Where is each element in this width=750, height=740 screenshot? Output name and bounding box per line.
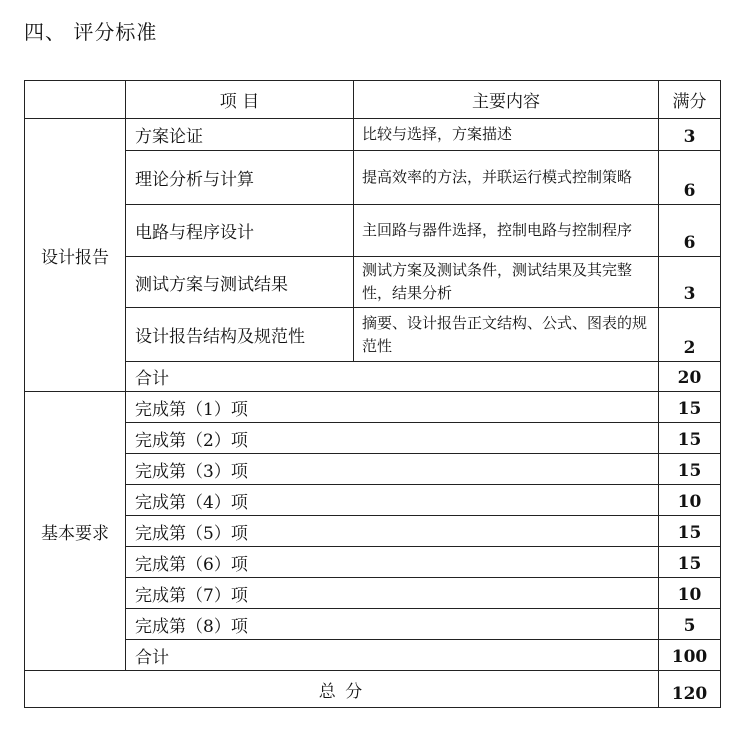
row-score: 6 (659, 205, 721, 257)
row-content: 主回路与器件选择，控制电路与控制程序 (354, 205, 659, 257)
table-row (25, 454, 721, 485)
table-row (25, 119, 721, 151)
grand-total-score: 120 (659, 671, 721, 708)
subtotal-score: 100 (659, 640, 721, 671)
category-design-report: 设计报告 (25, 119, 126, 392)
row-score: 3 (659, 119, 721, 151)
table-row (25, 578, 721, 609)
table-row (25, 392, 721, 423)
category-basic-requirements: 基本要求 (25, 392, 126, 671)
row-score: 2 (659, 308, 721, 362)
table-header-row (25, 81, 721, 119)
table-row (25, 308, 721, 362)
header-item: 项 目 (126, 81, 354, 119)
header-empty (25, 81, 126, 119)
grand-total-label: 总 分 (25, 671, 659, 708)
table-row (25, 257, 721, 308)
row-item: 完成第（3）项 (126, 454, 659, 485)
row-score: 10 (659, 578, 721, 609)
row-item: 完成第（1）项 (126, 392, 659, 423)
row-item: 完成第（8）项 (126, 609, 659, 640)
section-heading: 四、 评分标准 (24, 20, 158, 44)
row-item: 理论分析与计算 (126, 151, 354, 205)
row-item: 完成第（6）项 (126, 547, 659, 578)
row-item: 方案论证 (126, 119, 354, 151)
subtotal-label: 合计 (126, 362, 659, 392)
subtotal-row (25, 640, 721, 671)
row-content: 测试方案及测试条件，测试结果及其完整性，结果分析 (354, 257, 659, 308)
subtotal-row (25, 362, 721, 392)
row-score: 10 (659, 485, 721, 516)
row-content: 比较与选择，方案描述 (354, 119, 659, 151)
row-score: 15 (659, 423, 721, 454)
header-score: 满分 (659, 81, 721, 119)
row-score: 6 (659, 151, 721, 205)
row-item: 完成第（5）项 (126, 516, 659, 547)
row-score: 15 (659, 516, 721, 547)
row-item: 完成第（2）项 (126, 423, 659, 454)
table-row (25, 516, 721, 547)
row-score: 15 (659, 454, 721, 485)
row-score: 3 (659, 257, 721, 308)
row-score: 15 (659, 547, 721, 578)
scoring-table (24, 80, 721, 708)
table-row (25, 205, 721, 257)
subtotal-label: 合计 (126, 640, 659, 671)
table-row (25, 151, 721, 205)
row-item: 电路与程序设计 (126, 205, 354, 257)
table-row (25, 485, 721, 516)
row-score: 15 (659, 392, 721, 423)
row-item: 完成第（7）项 (126, 578, 659, 609)
row-score: 5 (659, 609, 721, 640)
row-content: 提高效率的方法，并联运行模式控制策略 (354, 151, 659, 205)
table-row (25, 423, 721, 454)
row-item: 测试方案与测试结果 (126, 257, 354, 308)
table-row (25, 609, 721, 640)
table-row (25, 547, 721, 578)
row-item: 完成第（4）项 (126, 485, 659, 516)
header-content: 主要内容 (354, 81, 659, 119)
grand-total-row (25, 671, 721, 708)
subtotal-score: 20 (659, 362, 721, 392)
row-content: 摘要、设计报告正文结构、公式、图表的规范性 (354, 308, 659, 362)
row-item: 设计报告结构及规范性 (126, 308, 354, 362)
